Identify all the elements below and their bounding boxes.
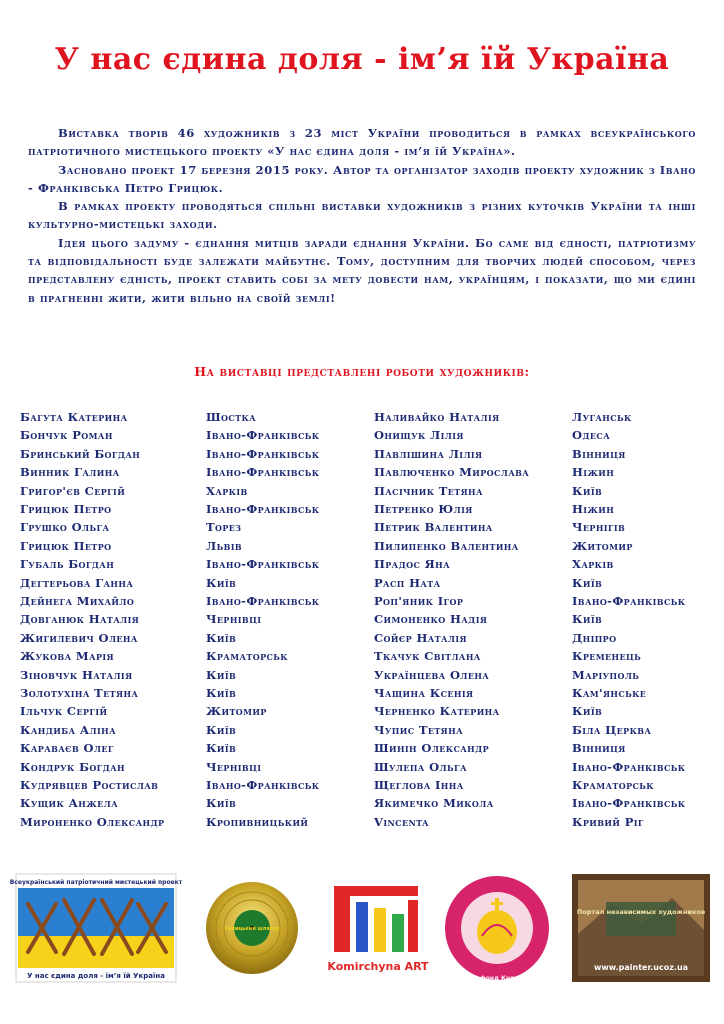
artist-city: Вінниця	[572, 741, 626, 756]
artist-city: Кропивницький	[206, 814, 309, 829]
artist-city: Івано-Франківськ	[206, 428, 320, 443]
intro-paragraph: В рамках проекту проводяться спільні виставки художників з різних куточків України та інші культурно-мистецькі заходи.	[28, 199, 696, 232]
komirchyna-logo	[327, 878, 429, 978]
artist-city: Чернівці	[206, 759, 262, 774]
artist-city: Івано-Франківськ	[572, 594, 686, 608]
artist-city: Київ	[572, 612, 603, 627]
artist-name: Григор'єв Сергій	[20, 483, 126, 498]
artist-city: Київ	[206, 630, 237, 645]
artist-city: Вінниця	[572, 446, 626, 461]
artist-city: Дніпро	[572, 630, 617, 645]
artist-city: Київ	[572, 704, 603, 719]
artist-name: Чащина Ксенія	[374, 686, 474, 700]
artist-name: Караваєв Олег	[20, 741, 114, 756]
artist-city: Ніжин	[572, 502, 615, 516]
artist-name: Багута Катерина	[20, 410, 128, 424]
artist-city: Івано-Франківськ	[206, 778, 320, 792]
portal-logo	[572, 874, 710, 982]
artist-city: Харків	[206, 483, 248, 498]
artist-city: Київ	[206, 741, 237, 756]
portal-label: Портал независимых художников	[576, 908, 706, 916]
artist-name: Павлюченко Мирослава	[374, 465, 530, 480]
artist-city: Маріуполь	[572, 667, 640, 682]
charity-logo	[433, 874, 561, 982]
artist-name: Расп Ната	[374, 575, 441, 590]
artist-city: Харків	[572, 557, 614, 572]
artist-name: Кущик Анжела	[20, 796, 119, 811]
artist-name: Дегтерьова Ганна	[20, 575, 134, 590]
artist-city: Луганськ	[572, 410, 632, 424]
artist-city: Одеса	[572, 428, 611, 443]
artist-city: Шостка	[206, 410, 257, 424]
page-title: У нас єдина доля - ім’я їй Україна	[54, 42, 670, 77]
artist-name: Онищук Лілія	[374, 428, 464, 443]
artist-city: Івано-Франківськ	[206, 446, 320, 461]
artist-city: Кременець	[572, 649, 642, 664]
artist-name: Ткачук Світлана	[374, 649, 481, 664]
exhibition-heading: На виставці представлені роботи художників:	[194, 364, 530, 379]
artist-city: Київ	[206, 796, 237, 811]
intro-paragraph: Засновано проект 17 березня 2015 року. Автор та організатор заходів проекту художник з Івано - Франківська Петро Грицюк.	[28, 162, 696, 195]
artist-name: Симоненко Надія	[374, 612, 488, 627]
artist-city: Кам'янське	[572, 686, 647, 700]
partner-logos	[0, 868, 724, 986]
artist-city: Житомир	[572, 538, 633, 553]
artist-city: Львів	[206, 538, 243, 553]
artist-city: Біла Церква	[572, 722, 652, 737]
artist-name: Винник Галина	[20, 465, 120, 480]
artist-city: Івано-Франківськ	[206, 465, 320, 480]
artist-name: Українцева Олена	[374, 667, 490, 682]
project-logo	[9, 874, 183, 982]
intro-text	[28, 124, 696, 307]
artist-city: Київ	[572, 575, 603, 590]
artist-name: Черненко Катерина	[374, 704, 500, 719]
artist-city: Івано-Франківськ	[572, 796, 686, 811]
artist-name: Шинін Олександр	[374, 741, 490, 756]
artist-name: Золотухіна Тетяна	[20, 686, 139, 700]
artist-name: Грицюк Петро	[20, 538, 112, 553]
artist-name: Шулепа Ольга	[374, 759, 467, 774]
artist-city: Краматорськ	[572, 778, 654, 792]
artist-name: Прадос Яна	[374, 557, 451, 572]
artist-name: Пилипенко Валентина	[374, 538, 519, 553]
artist-name: Довганюк Наталія	[20, 612, 140, 627]
artist-city: Торез	[206, 520, 242, 535]
record-logo-label: Галицький шлягер	[224, 926, 280, 932]
record-logo	[204, 880, 300, 976]
artist-city: Київ	[206, 722, 237, 737]
artist-name: Чупис Тетяна	[374, 722, 464, 737]
artist-name: Наливайко Наталія	[374, 410, 500, 424]
artist-name: Роп'яник Ігор	[374, 594, 464, 608]
artist-name: Павлішина Лілія	[374, 446, 483, 461]
artist-name: Губаль Богдан	[20, 557, 115, 572]
artist-city: Івано-Франківськ	[206, 502, 320, 516]
artist-city: Київ	[206, 667, 237, 682]
artist-name: Петрик Валентина	[374, 520, 493, 535]
portal-url: www.painter.ucoz.ua	[593, 963, 689, 972]
artist-city: Житомир	[206, 704, 267, 719]
project-logo-bottom: У нас єдина доля - ім’я їй Україна	[27, 972, 165, 980]
artist-name: Кудрявцев Ростислав	[20, 778, 159, 792]
artist-name: Сойєр Наталія	[374, 630, 467, 645]
charity-label: Благодійний фонд Княгиньки Ольги	[433, 975, 561, 982]
artist-name: Ільчук Сергій	[20, 704, 108, 719]
komirchyna-label: Komirchyna ART	[327, 960, 429, 973]
artist-name: Кондрук Богдан	[20, 759, 125, 774]
artist-city: Чернігів	[572, 520, 626, 535]
artist-city: Івано-Франківськ	[206, 594, 320, 608]
artist-name: Дейнега Михайло	[20, 594, 135, 608]
artist-city: Кривий Ріг	[572, 814, 644, 829]
artist-name: Бончук Роман	[20, 428, 113, 443]
artist-name: Кандиба Аліна	[20, 722, 117, 737]
intro-paragraph: Ідея цього задуму - єднання митців заради єднання України. Бо саме від єдності, патріотизму та відповідальності буде залежати майбутнє. Тому, доступним для творчих людей способом, через представлену єдність, проект ставить собі за мету довести нам, українцям, і показати, що ми єдині в прагненні жити, жити вільно на своїй землі!	[28, 235, 696, 305]
artist-city: Чернівці	[206, 612, 262, 627]
artist-city: Івано-Франківськ	[572, 759, 686, 774]
artist-name: Якимечко Микола	[374, 796, 494, 811]
artist-city: Краматорськ	[206, 649, 288, 664]
artist-city: Київ	[206, 575, 237, 590]
artist-city: Київ	[572, 483, 603, 498]
artist-city: Івано-Франківськ	[206, 557, 320, 572]
artist-name: Vincenta	[374, 814, 429, 829]
artist-name: Бринський Богдан	[20, 446, 141, 461]
project-logo-top: Всеукраїнський патріотичний мистецький проект	[9, 879, 183, 886]
artist-name: Петренко Юлія	[374, 502, 473, 516]
artist-name: Грицюк Петро	[20, 502, 112, 516]
artist-name: Жукова Марія	[20, 649, 114, 664]
artist-name: Жигилевич Олена	[20, 630, 138, 645]
artist-name: Грушко Ольга	[20, 520, 110, 535]
artist-city: Київ	[206, 686, 237, 700]
artist-name: Щеглова Інна	[374, 778, 464, 792]
artist-list	[0, 408, 724, 836]
artist-name: Мироненко Олександр	[20, 814, 165, 829]
artist-name: Зіновчук Наталія	[20, 667, 133, 682]
intro-paragraph: Виставка творів 46 художників з 23 міст України проводиться в рамках всеукраїнського патріотичного мистецького проекту «У нас єдина доля - ім’я їй Україна».	[28, 126, 696, 159]
artist-city: Ніжин	[572, 465, 615, 480]
artist-name: Пасічник Тетяна	[374, 483, 483, 498]
